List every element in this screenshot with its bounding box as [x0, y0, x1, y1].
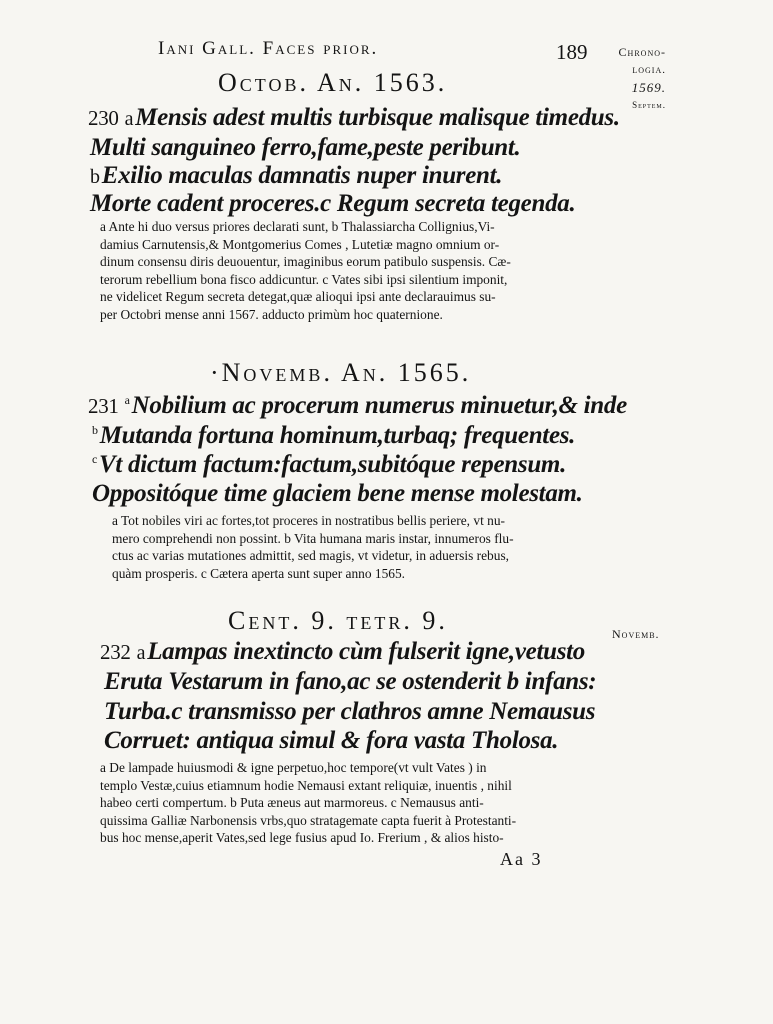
commentary-line: per Octobri mense anni 1567. adducto primùm hoc quaternione. — [100, 306, 443, 322]
section-heading-centuria: Cent. 9. tetr. 9. — [228, 606, 448, 635]
commentary-line: a Tot nobiles viri ac fortes,tot proceres in nostratibus bellis periere, vt nu- — [112, 513, 505, 528]
commentary-line: dinum consensu diris deuouentur, imaginibus eorum patibulo suspensis. Cæ- — [100, 254, 511, 270]
commentary-line: mero comprehendi non possint. b Vita humana maris instar, innumeros flu- — [112, 530, 514, 546]
verse-line: Eruta Vestarum in fano,ac se ostenderit b infans: — [104, 668, 597, 695]
commentary-line: terorum rebellium bona fisco addicuntur. c Vates sibi ipsi silentium imponit, — [100, 271, 508, 287]
side-note-chronologia-2: logia. — [632, 64, 666, 76]
verse-line: 232 aLampas inextincto cùm fulserit igne,vetusto — [100, 638, 585, 665]
commentary-line: ctus ac varias mutationes admittit, sed magis, vt videtur, in aduersis rebus, — [112, 548, 510, 564]
commentary-line: a De lampade huiusmodi & igne perpetuo,hoc tempore(vt vult Vates ) in — [100, 760, 487, 775]
verse-line: Turba.c transmisso per clathros amne Nemausus — [104, 698, 596, 725]
commentary-230 — [100, 218, 595, 324]
verse-line: $^b$Mutanda fortuna hominum,turbaq; frequentes. — [92, 422, 576, 449]
verse-line: Corruet: antiqua simul & fora vasta Tholosa. — [104, 727, 559, 754]
page-number: 189 — [556, 40, 588, 64]
commentary-line: habeo certi compertum. b Puta æneus aut marmoreus. c Nemausus anti- — [100, 795, 484, 811]
section-heading-novemb: ·Novemb. An. 1565. — [210, 358, 472, 387]
commentary-231 — [112, 512, 597, 582]
commentary-line: quàm prosperis. c Cætera aperta sunt super anno 1565. — [112, 565, 406, 581]
commentary-232 — [100, 759, 600, 847]
verse-line: 230 aMensis adest multis turbisque malisque timedus. — [88, 104, 620, 131]
verse-line: Morte cadent proceres.c Regum secreta tegenda. — [90, 190, 576, 217]
side-note-chronologia-1: Chrono- — [618, 45, 666, 59]
commentary-line: a Ante hi duo versus priores declarati sunt, b Thalassiarcha Collignius,Vi- — [100, 219, 495, 234]
verse-line: 231 $^a$Nobilium ac procerum numerus minuetur,& inde — [88, 392, 627, 419]
commentary-line: quissima Galliæ Narbonensis vrbs,quo stratagemate capta fuerit à Protestanti- — [100, 812, 517, 828]
commentary-line: ne videlicet Regum secreta detegat,quæ alioqui ipsi ante declarauimus su- — [100, 289, 496, 305]
side-note-year: 1569. — [631, 80, 666, 95]
verse-line: $^c$Vt dictum factum:factum,subitóque repensum. — [92, 451, 567, 478]
commentary-line: templo Vestæ,cuius etiamnum hodie Nemausi extant reliquiæ, inuentis , nihil — [100, 777, 512, 793]
running-head: Iani Gall. Faces prior. — [158, 38, 379, 59]
verse-line: Multi sanguineo ferro,fame,peste peribunt. — [90, 134, 521, 161]
verse-line: Oppositóque time glaciem bene mense molestam. — [92, 480, 583, 507]
commentary-line: bus hoc mense,aperit Vates,sed lege fusius apud Io. Frerium , & alios histo- — [100, 830, 504, 846]
section-heading-octob: Octob. An. 1563. — [218, 68, 448, 97]
commentary-line: damius Carnutensis,& Montgomerius Comes , Lutetiæ magno omnium or- — [100, 236, 500, 252]
side-note-novemb: Novemb. — [612, 627, 660, 641]
side-note-month: Septem. — [632, 100, 666, 110]
signature-mark: Aa 3 — [500, 849, 543, 869]
verse-line: bExilio maculas damnatis nuper inurent. — [90, 162, 503, 189]
